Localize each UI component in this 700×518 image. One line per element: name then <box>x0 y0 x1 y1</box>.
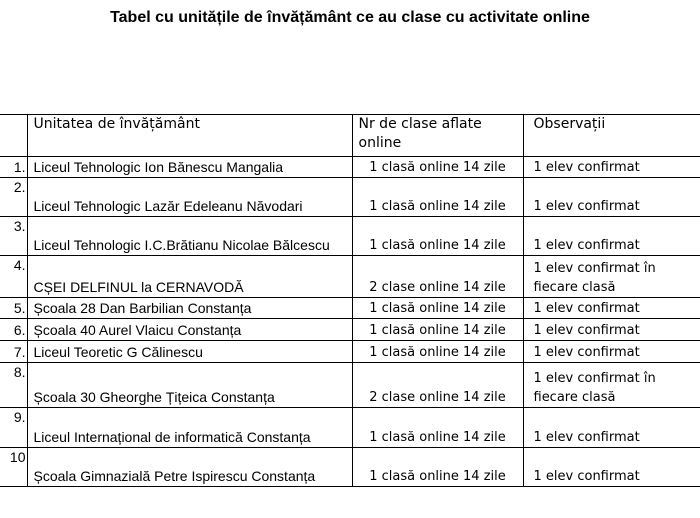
row-classes: 1 clasă online 14 zile <box>352 217 523 256</box>
row-unit: Liceul Teoretic G Călinescu <box>27 341 352 363</box>
row-number: 6. <box>0 319 27 341</box>
online-classes-table <box>0 114 700 487</box>
row-notes: 1 elev confirmat <box>523 319 700 341</box>
row-unit: Liceul Tehnologic Ion Bănescu Mangalia <box>27 157 352 178</box>
row-notes: 1 elev confirmat <box>523 448 700 487</box>
table-row <box>0 178 700 217</box>
row-classes: 1 clasă online 14 zile <box>352 178 523 217</box>
row-notes: 1 elev confirmat <box>523 217 700 256</box>
row-number: 7. <box>0 341 27 363</box>
row-number: 1. <box>0 157 27 178</box>
table-row <box>0 319 700 341</box>
row-notes: 1 elev confirmat <box>523 178 700 217</box>
table-row <box>0 448 700 487</box>
row-unit: CȘEI DELFINUL la CERNAVODĂ <box>27 256 352 298</box>
row-classes: 1 clasă online 14 zile <box>352 319 523 341</box>
row-notes: 1 elev confirmat <box>523 298 700 319</box>
row-notes: 1 elev confirmat <box>523 408 700 448</box>
header-classes: Nr de clase aflate online <box>352 115 523 157</box>
row-unit: Școala 40 Aurel Vlaicu Constanța <box>27 319 352 341</box>
table-row <box>0 363 700 408</box>
row-notes: 1 elev confirmat în fiecare clasă <box>523 363 700 408</box>
row-number: 4. <box>0 256 27 298</box>
table-row <box>0 298 700 319</box>
row-number: 9. <box>0 408 27 448</box>
row-unit: Școala 28 Dan Barbilian Constanța <box>27 298 352 319</box>
row-classes: 1 clasă online 14 zile <box>352 341 523 363</box>
row-notes: 1 elev confirmat <box>523 157 700 178</box>
table-row <box>0 217 700 256</box>
row-unit: Liceul Tehnologic I.C.Brătianu Nicolae Bălcescu <box>27 217 352 256</box>
row-classes: 1 clasă online 14 zile <box>352 408 523 448</box>
row-unit: Școala Gimnazială Petre Ispirescu Constanța <box>27 448 352 487</box>
row-notes: 1 elev confirmat <box>523 341 700 363</box>
table-row <box>0 157 700 178</box>
row-notes: 1 elev confirmat în fiecare clasă <box>523 256 700 298</box>
row-classes: 1 clasă online 14 zile <box>352 298 523 319</box>
table-row <box>0 341 700 363</box>
table-header-row <box>0 115 700 157</box>
row-number: 3. <box>0 217 27 256</box>
header-notes: Observații <box>523 115 700 157</box>
row-classes: 2 clase online 14 zile <box>352 256 523 298</box>
document-title: Tabel cu unitățile de învățământ ce au clase cu activitate online <box>110 9 590 26</box>
row-number: 2. <box>0 178 27 217</box>
row-classes: 2 clase online 14 zile <box>352 363 523 408</box>
row-number: 5. <box>0 298 27 319</box>
table-row <box>0 256 700 298</box>
header-unit: Unitatea de învățământ <box>27 115 352 157</box>
row-classes: 1 clasă online 14 zile <box>352 448 523 487</box>
row-number: 10 <box>0 448 27 487</box>
row-classes: 1 clasă online 14 zile <box>352 157 523 178</box>
table-row <box>0 408 700 448</box>
row-unit: Liceul Tehnologic Lazăr Edeleanu Năvodari <box>27 178 352 217</box>
row-unit: Liceul Internațional de informatică Constanța <box>27 408 352 448</box>
row-number: 8. <box>0 363 27 408</box>
row-unit: Școala 30 Gheorghe Țițeica Constanța <box>27 363 352 408</box>
header-number-cell <box>0 115 27 157</box>
